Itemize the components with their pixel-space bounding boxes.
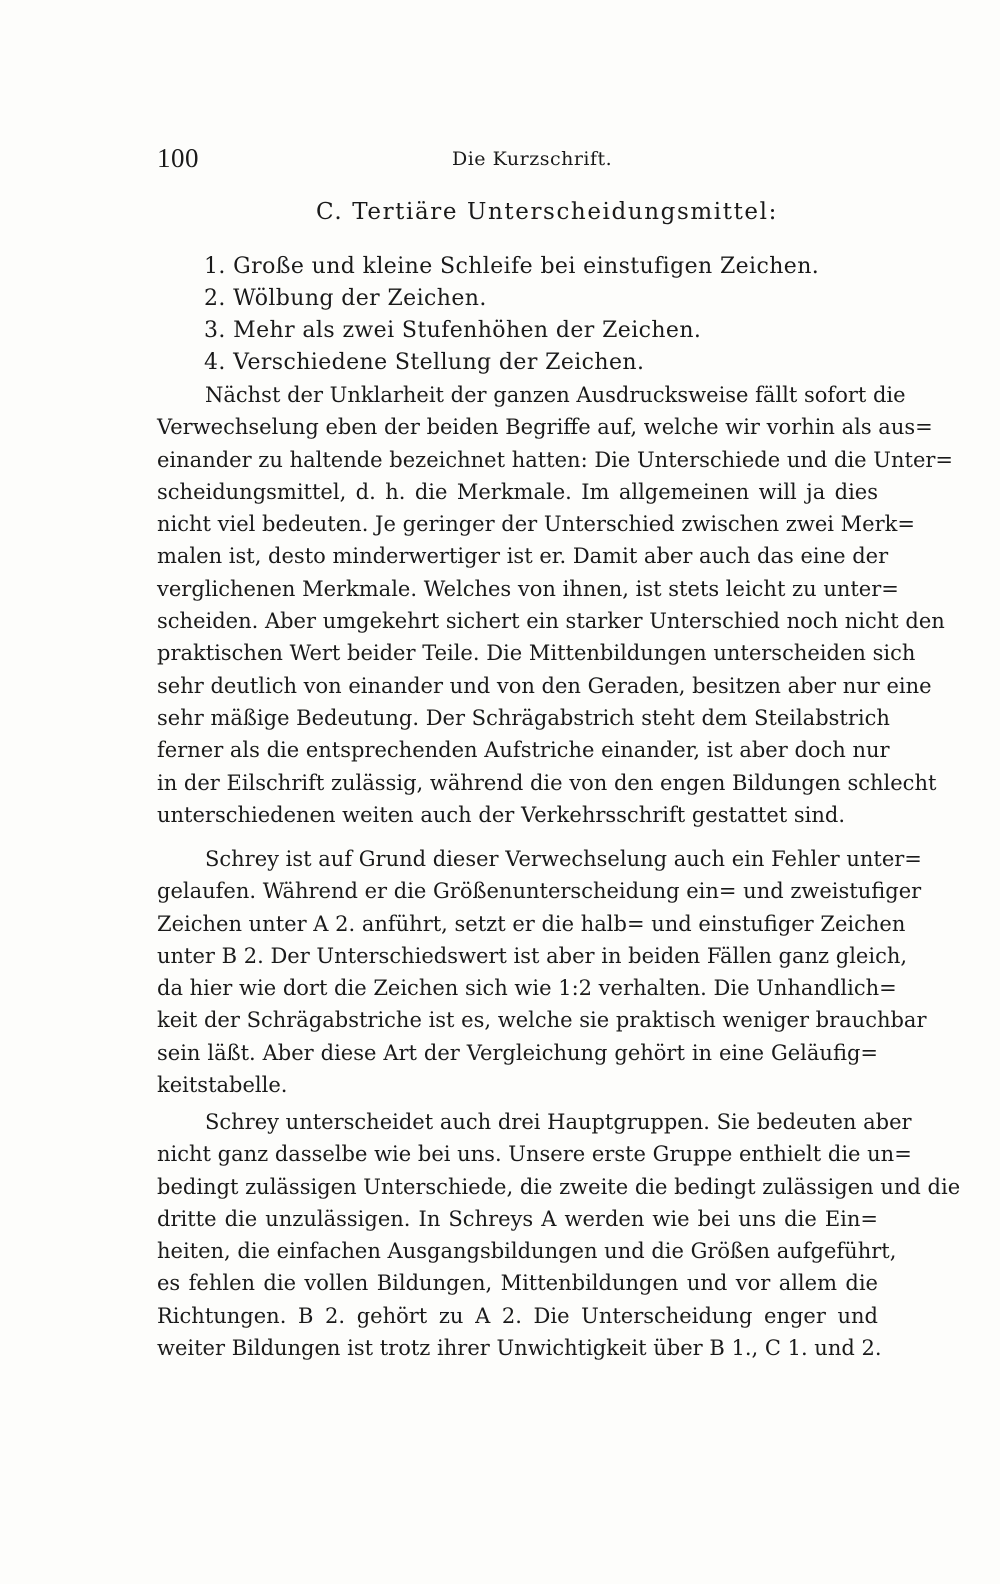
text-line: Richtungen. B 2. gehört zu A 2. Die Unterscheidung enger und xyxy=(157,1303,878,1328)
page-header xyxy=(157,143,878,183)
section-title: C. Tertiäre Unterscheidungsmittel: xyxy=(316,199,778,225)
text-line: unter B 2. Der Unterschiedswert ist aber in beiden Fällen ganz gleich, xyxy=(157,943,908,968)
criteria-list xyxy=(204,251,819,379)
text-line: malen ist, desto minderwertiger ist er. Damit aber auch das eine der xyxy=(157,544,889,569)
list-item: 3. Mehr als zwei Stufenhöhen der Zeichen. xyxy=(204,318,702,343)
list-item: 2. Wölbung der Zeichen. xyxy=(204,286,487,311)
text-line: praktischen Wert beider Teile. Die Mittenbildungen unterscheiden sich xyxy=(157,641,916,666)
text-line: Zeichen unter A 2. anführt, setzt er die halb= und einstufiger Zeichen xyxy=(157,911,906,936)
list-item: 1. Große und kleine Schleife bei einstufigen Zeichen. xyxy=(204,254,820,279)
paragraph-1 xyxy=(157,379,954,831)
text-line: unterschiedenen weiten auch der Verkehrsschrift gestattet sind. xyxy=(157,802,846,827)
running-head: Die Kurzschrift. xyxy=(452,148,613,170)
text-line: einander zu haltende bezeichnet hatten: Die Unterschiede und die Unter= xyxy=(157,447,954,472)
text-line: keitstabelle. xyxy=(157,1073,288,1098)
text-line: keit der Schrägabstriche ist es, welche sie praktisch weniger brauchbar xyxy=(157,1008,927,1033)
text-line: in der Eilschrift zulässig, während die von den engen Bildungen schlecht xyxy=(157,770,937,795)
text-line: bedingt zulässigen Unterschiede, die zweite die bedingt zulässigen und die xyxy=(157,1174,961,1199)
paragraph-2 xyxy=(157,843,927,1101)
text-line: nicht ganz dasselbe wie bei uns. Unsere erste Gruppe enthielt die un= xyxy=(157,1142,912,1167)
text-line: Verwechselung eben der beiden Begriffe auf, welche wir vorhin als aus= xyxy=(157,415,933,440)
text-line: nicht viel bedeuten. Je geringer der Unterschied zwischen zwei Merk= xyxy=(157,512,915,537)
text-line: da hier wie dort die Zeichen sich wie 1:2 verhalten. Die Unhandlich= xyxy=(157,976,897,1001)
text-line: gelaufen. Während er die Größenunterscheidung ein= und zweistufiger xyxy=(157,879,922,904)
text-line: es fehlen die vollen Bildungen, Mittenbildungen und vor allem die xyxy=(157,1271,878,1296)
page-number: 100 xyxy=(157,143,199,173)
text-line: verglichenen Merkmale. Welches von ihnen, ist stets leicht zu unter= xyxy=(157,576,899,601)
text-line: Schrey unterscheidet auch drei Hauptgruppen. Sie bedeuten aber xyxy=(205,1110,912,1134)
paragraph-3 xyxy=(157,1106,961,1364)
text-line: Schrey ist auf Grund dieser Verwechselung auch ein Fehler unter= xyxy=(205,847,922,871)
list-item: 4. Verschiedene Stellung der Zeichen. xyxy=(204,350,645,375)
text-line: scheiden. Aber umgekehrt sichert ein starker Unterschied noch nicht den xyxy=(157,609,945,634)
text-line: weiter Bildungen ist trotz ihrer Unwichtigkeit über B 1., C 1. und 2. xyxy=(157,1336,882,1361)
text-line: Nächst der Unklarheit der ganzen Ausdrucksweise fällt sofort die xyxy=(205,383,906,407)
text-line: sehr mäßige Bedeutung. Der Schrägabstrich steht dem Steilabstrich xyxy=(157,705,890,730)
text-line: dritte die unzulässigen. In Schreys A werden wie bei uns die Ein= xyxy=(157,1206,878,1231)
text-line: heiten, die einfachen Ausgangsbildungen und die Größen aufgeführt, xyxy=(157,1239,897,1264)
text-line: sehr deutlich von einander und von den Geraden, besitzen aber nur eine xyxy=(157,673,932,698)
text-line: scheidungsmittel, d. h. die Merkmale. Im allgemeinen will ja dies xyxy=(157,479,878,504)
text-line: ferner als die entsprechenden Aufstriche einander, ist aber doch nur xyxy=(157,738,890,763)
text-line: sein läßt. Aber diese Art der Vergleichung gehört in eine Geläufig= xyxy=(157,1040,878,1065)
